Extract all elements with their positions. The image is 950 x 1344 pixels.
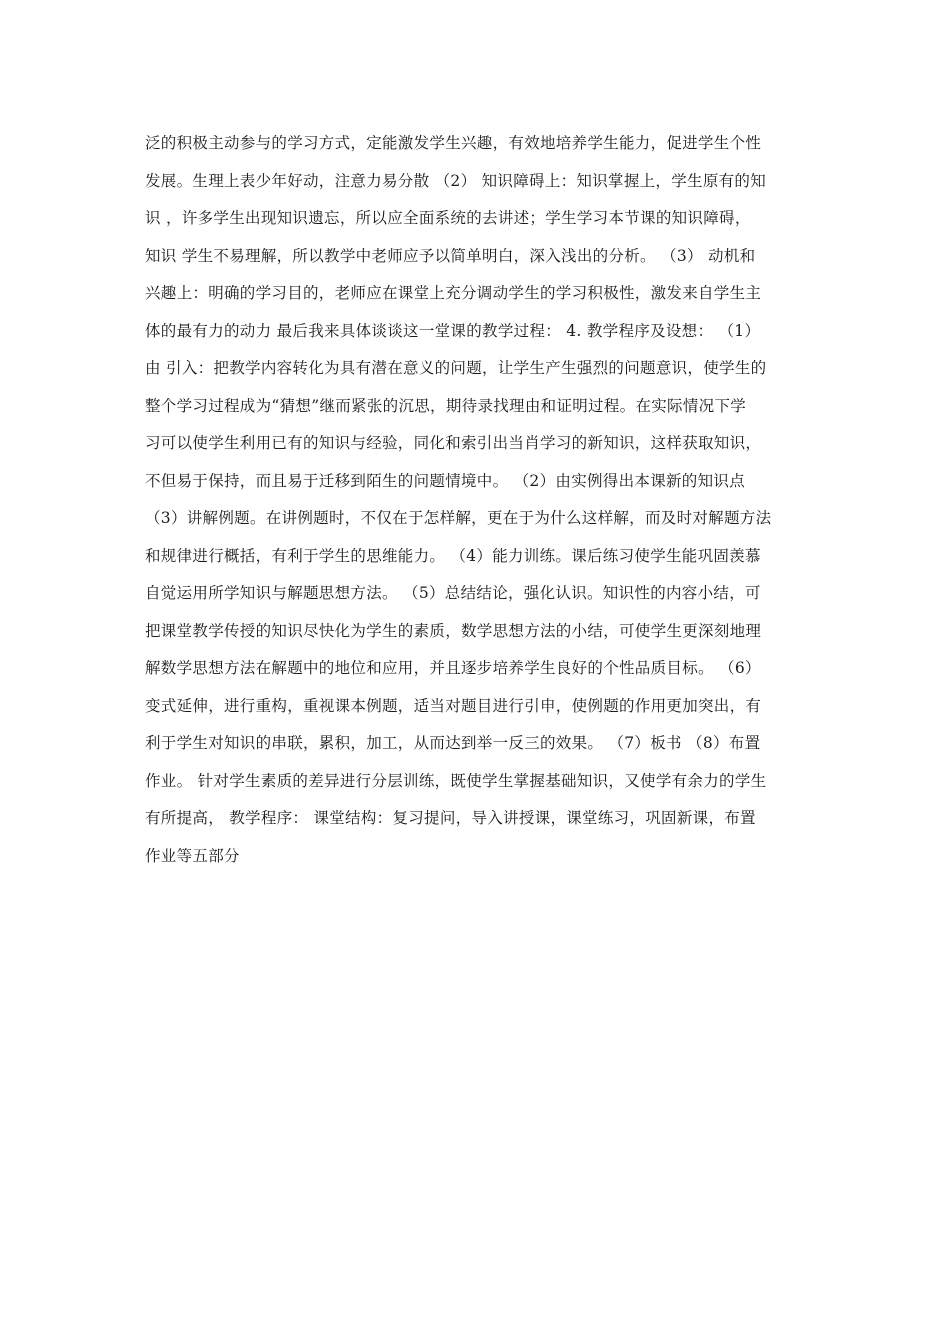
text-line: 变式延伸，进行重构，重视课本例题，适当对题目进行引申，使例题的作用更加突出，有 [145,696,762,715]
text-line: （3）讲解例题。在讲例题时，不仅在于怎样解，更在于为什么这样解，而及时对解题方法 [145,509,772,527]
text-line: 不但易于保持，而且易于迁移到陌生的问题情境中。 （2）由实例得出本课新的知识点 [145,471,745,490]
text-line: 把课堂教学传授的知识尽快化为学生的素质，数学思想方法的小结，可使学生更深刻地理 [145,621,762,640]
text-line: 作业。 针对学生素质的差异进行分层训练，既使学生掌握基础知识，又使学有余力的学生 [145,771,767,790]
text-line: 兴趣上：明确的学习目的，老师应在课堂上充分调动学生的学习积极性，激发来自学生主 [145,284,762,302]
text-line: 体的最有力的动力 最后我来具体谈谈这一堂课的教学过程： 4. 教学程序及设想： （1） [145,321,761,340]
text-line: 识 ，许多学生出现知识遗忘，所以应全面系统的去讲述；学生学习本节课的知识障碍， [145,209,751,227]
text-line: 整个学习过程成为“猜想”继而紧张的沉思，期待录找理由和证明过程。在实际情况下学 [145,396,747,415]
text-line: 有所提高， 教学程序： 课堂结构：复习提问，导入讲授课，课堂练习，巩固新课，布置 [145,809,756,827]
text-line: 知识 学生不易理解，所以教学中老师应予以简单明白，深入浅出的分析。 （3） 动机和 [145,246,756,265]
text-line: 由 引入：把教学内容转化为具有潜在意义的问题，让学生产生强烈的问题意识，使学生的 [145,359,767,377]
text-line: 发展。生理上表少年好动，注意力易分散 （2） 知识障碍上：知识掌握上，学生原有的知 [145,171,767,190]
text-line: 习可以使学生利用已有的知识与经验，同化和索引出当肖学习的新知识，这样获取知识， [145,434,762,452]
text-line: 解数学思想方法在解题中的地位和应用，并且逐步培养学生良好的个性品质目标。 （6） [145,659,761,677]
body-text [145,125,815,875]
text-line: 泛的积极主动参与的学习方式，定能激发学生兴趣，有效地培养学生能力，促进学生个性 [145,134,762,152]
text-line: 利于学生对知识的串联，累积，加工，从而达到举一反三的效果。 （7）板书 （8）布置 [145,734,761,752]
text-line: 自觉运用所学知识与解题思想方法。 （5）总结结论，强化认识。知识性的内容小结，可 [145,584,761,602]
text-line: 和规律进行概括，有利于学生的思维能力。 （4）能力训练。课后练习使学生能巩固羡慕 [145,546,761,565]
text-line: 作业等五部分 [145,846,240,865]
